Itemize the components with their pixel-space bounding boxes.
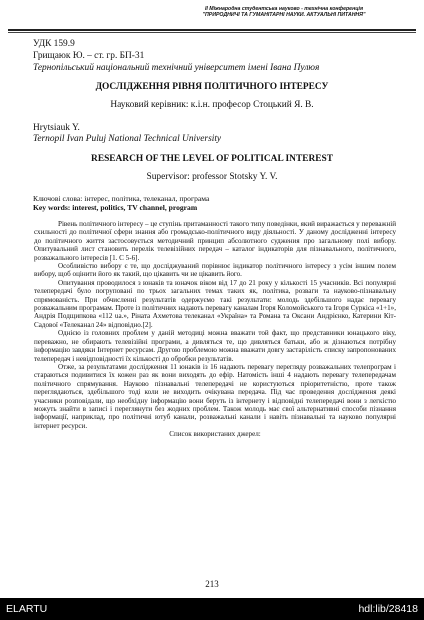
handle-link[interactable]: hdl:lib/28418 (358, 603, 418, 615)
keywords-en: Key words: interest, politics, TV channel, program (33, 203, 198, 212)
body-text (34, 220, 396, 439)
header-rule-thin (8, 32, 416, 33)
paragraph-1: Рівень політичного інтересу – це ступінь притаманності такого типу поведінки, який виражається у переважній схильності до політичної сфери знання або громадсько-політичного виду діяльності. У даному дослідженні інтересу до політичного життя застосовується методичний принцип абсолютного суджения про загальному полі вибору. Опитувальний лист становить перелік телевізійних передач – каталог індикаторів для пізнавального, політичного, розважального інтересів [1. С 5-6]. (34, 220, 397, 262)
paragraph-5: Отже, за результатами дослідження 11 юнаків із 16 надають перевагу перегляду розважальних телепрограм і стараються подивитися їх кожен раз як вони виходять до ефір. Натомість інші 4 надають перевагу телепередачам політичного спрямування. Науково пізнавальні телепередачі не користуються пріоритетністю, проте також переглядаються, здебільшого тоді коли не виходить очікувана передача. Під час проведення дослідження деякі учасники розповідали, що необхідну інформацію вони беруть із інтернету і відповідні телепередачі вони з легкістю можуть знайти в записі і переглянути без жодних проблем. Також молодь має свої альтернативні способи пізнання інформації, наприклад, про політичні ютуб канали, розважальні канали і навіть пізнавальні та науково популярні інтернет ресурси. (34, 362, 396, 430)
author-uk: Грищаюк Ю. – ст. гр. БП-31 (33, 51, 145, 61)
page-number: 213 (205, 579, 219, 589)
paragraph-3: Опитування проводилося з юнаків та юначок віком від 17 до 21 року у кількості 15 учасників. Всі популярні телепередачі було погруповані по трьох загальних темах таких як, політика, розваги та науково-пізнавальну спрямованість. При обчисленні результатів одержуємо такі результати: молодь здебільшого надає перевагу розважальним програмам. Проте із політичних надають перевагу каналам Ігоря Коломойського та Ігоря Суркіса «1+1», Андрія Подщипкова «112 ua.», Ріната Ахметова телеканал «Україна» та Романа та Оксани Андрієнко, Катерини Кіт-Садової «Телеканал 24» відповідно.[2]. (34, 278, 396, 329)
paragraph-2: Особливістю вибору є те, що досліджуваний порівнює індикатор політичного інтересу з усім іншим полем вибору, щоб оцінити його як такий, що цікавить чи не цікавить його. (34, 262, 396, 279)
sources-heading: Список використаних джерел: (169, 430, 261, 439)
repository-footer (0, 598, 424, 620)
keywords-uk: Ключові слова: інтерес, політика, телеканал, програма (33, 194, 210, 203)
affiliation-en: Ternopil Ivan Puluj National Technical University (33, 134, 222, 144)
header-rule (8, 29, 416, 31)
title-en: RESEARCH OF THE LEVEL OF POLITICAL INTEREST (91, 154, 333, 164)
title-uk: ДОСЛІДЖЕННЯ РІВНЯ ПОЛІТИЧНОГО ІНТЕРЕСУ (95, 82, 329, 92)
conference-header-line2: "ПРИРОДНИЧІ ТА ГУМАНІТАРНІ НАУКИ. АКТУАЛЬНІ ПИТАННЯ" (202, 12, 366, 19)
affiliation-uk: Тернопільський національний технічний університет імені Івана Пулюя (33, 63, 320, 73)
paragraph-4: Однією із головних проблем у даній методиці можна вважати той факт, що представники юнацького віку, переважно, не обирають телевізійні програми, а дивляться те, що дивляться батьки, або ж дізнаються потрібну інформацію завдяки Інтернет ресурсам. Другою проблемою можна вважати довгу застарілість списку запропонованих телепередач і невідповідності їх кількості до обробки результатів. (34, 329, 396, 363)
supervisor-uk: Науковий керівник: к.і.н. професор Стоцький Я. В. (110, 100, 314, 110)
conference-header (150, 6, 418, 19)
supervisor-en: Supervisor: professor Stotsky Y. V. (146, 172, 278, 182)
udk-code: УДК 159.9 (33, 39, 75, 49)
conference-header-line1: ІІ Міжнародна студентська науково - технічна конференція (204, 6, 364, 12)
repository-name: ELARTU (6, 603, 48, 615)
author-en: Hrytsiauk Y. (33, 123, 80, 133)
